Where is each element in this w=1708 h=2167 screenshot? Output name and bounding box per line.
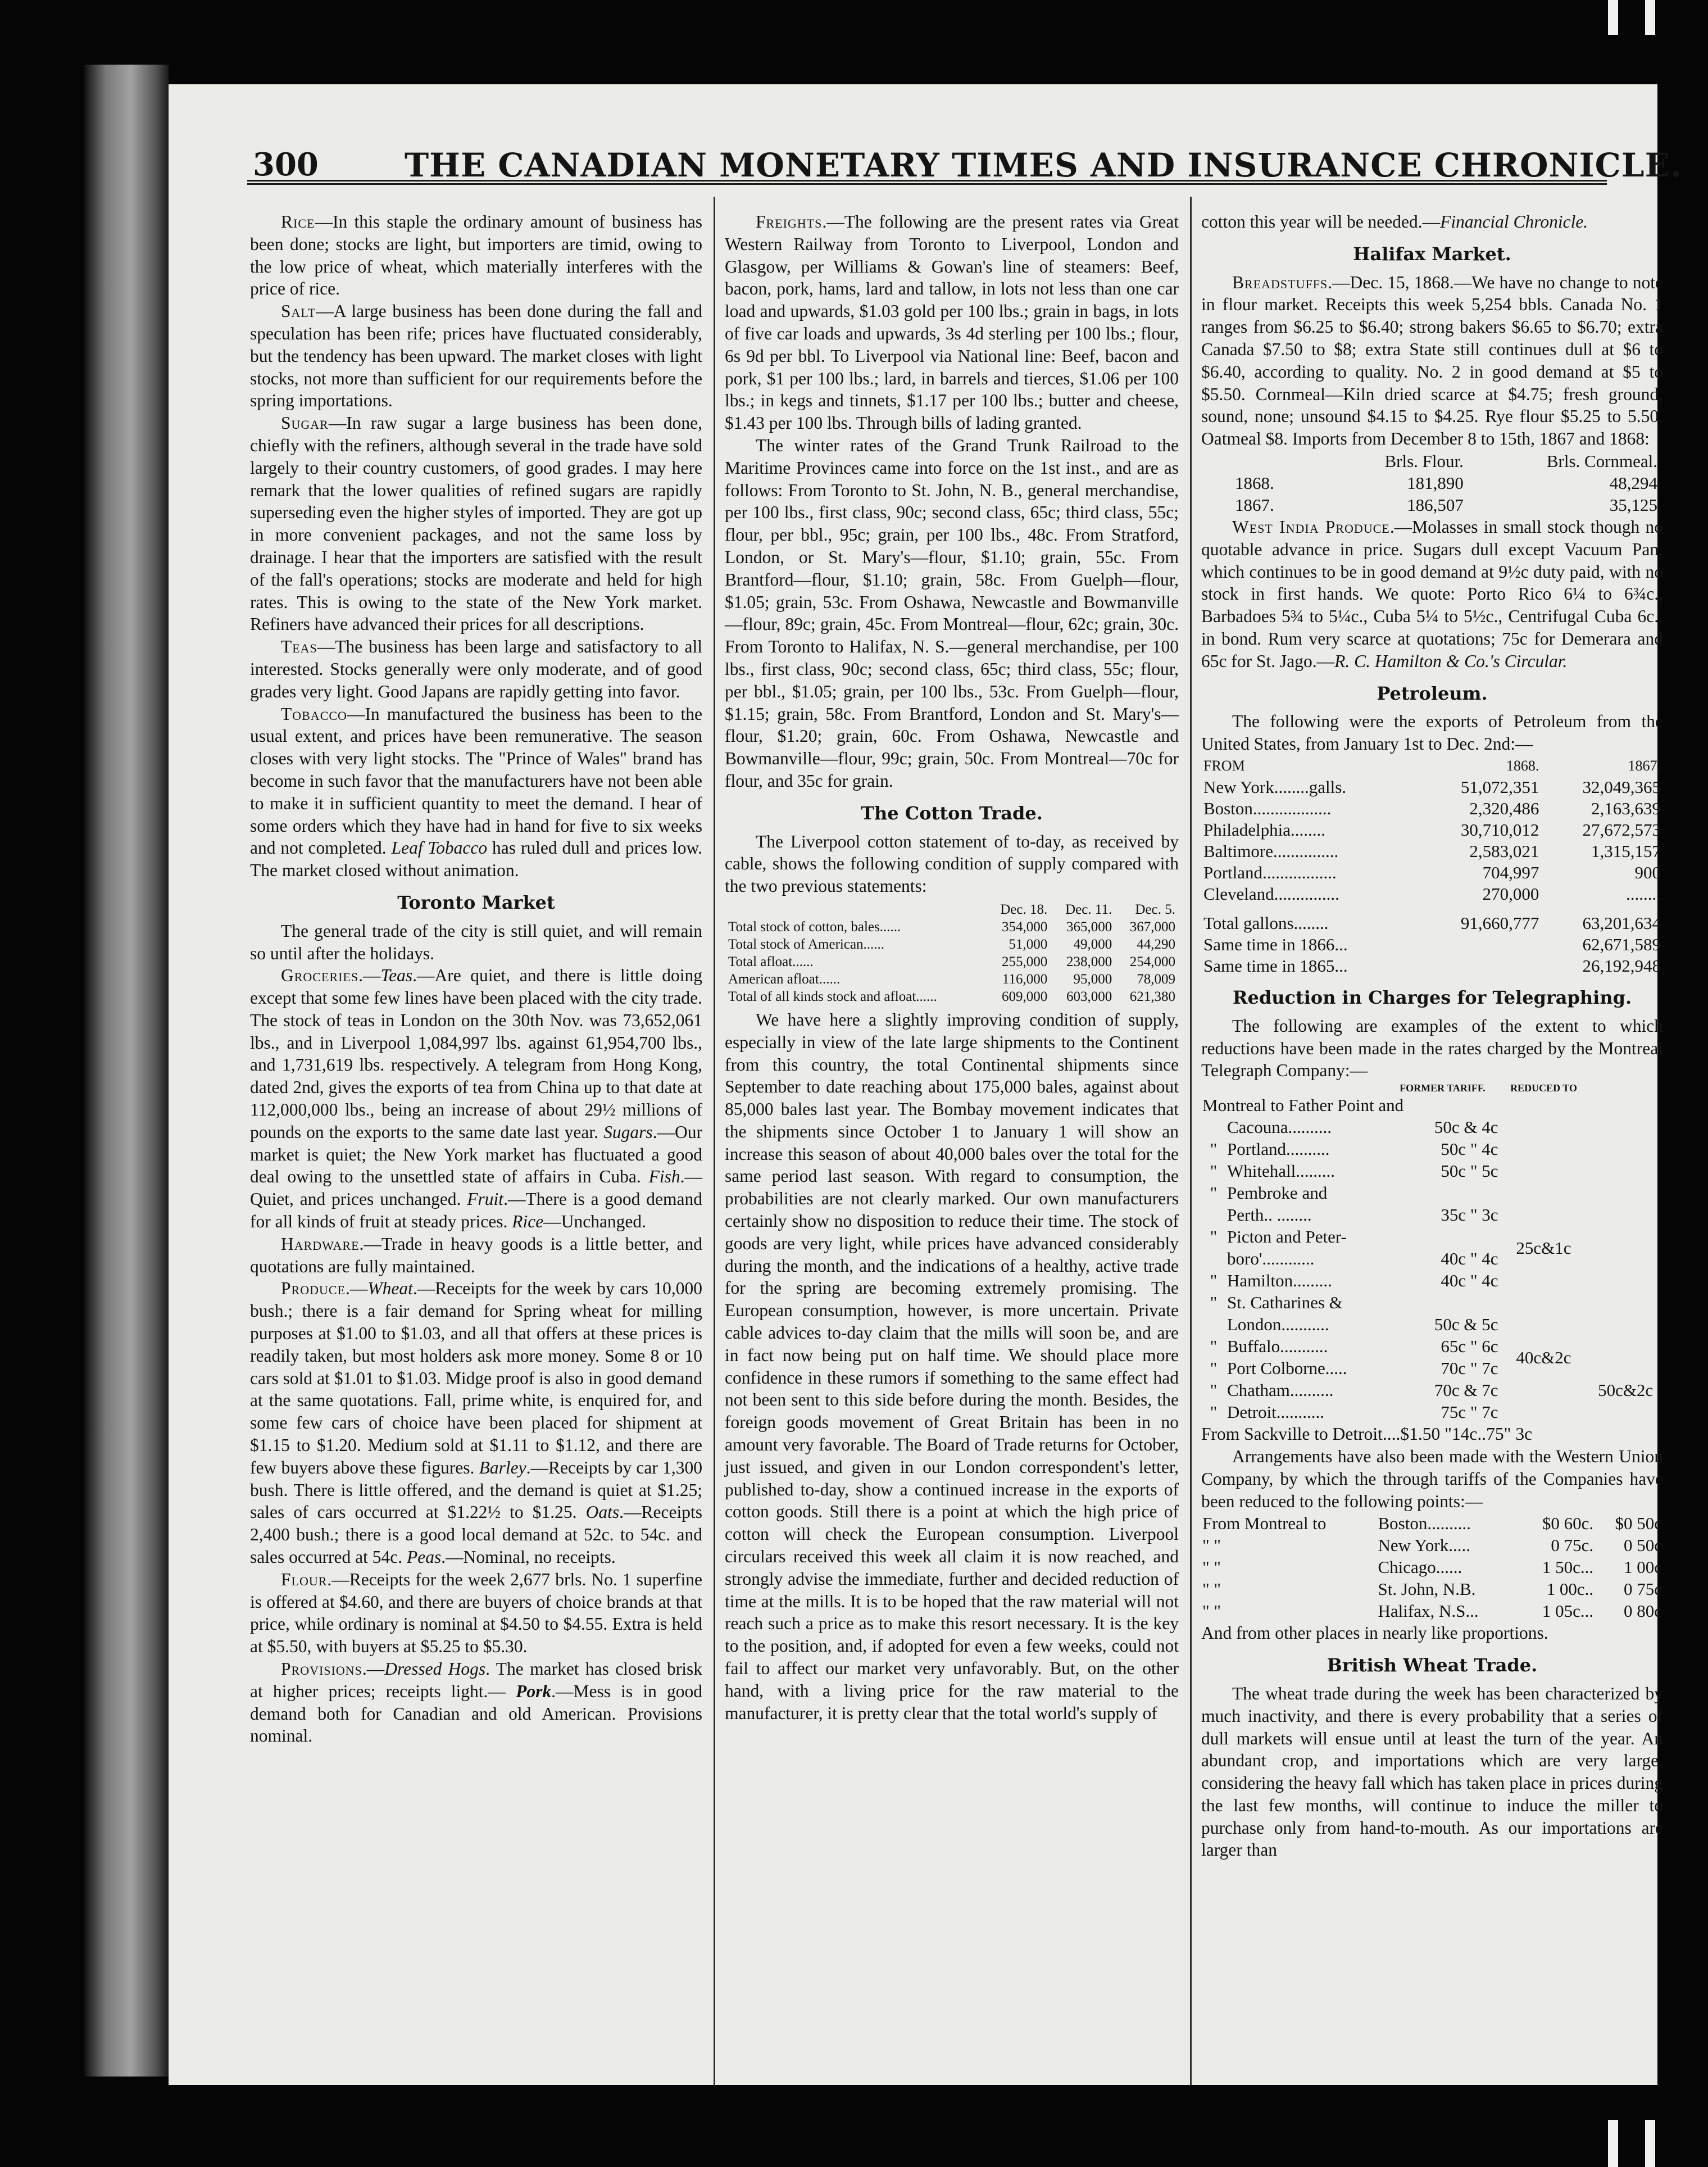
halifax-table-cell: 35,125 xyxy=(1609,495,1657,515)
cotton-table-cell: 365,000 xyxy=(1066,919,1112,935)
rate-old: 0 75c. xyxy=(1551,1535,1594,1556)
telegraph-place: Cacouna.......... xyxy=(1227,1117,1332,1137)
paragraph-groceries: Groceries.—Teas.—Are quiet, and there is little doing except that some few lines have been placed with the city trade. The stock of teas in London on the 30th Nov. was 73,652,061 lbs., and in Liverpool 1,084,997 lbs. against 61,954,700 lbs., and 1,731,619 lbs. respectively. A telegram from Hong Kong, dated 2nd, gives the exports of tea from China up to that date at 112,000,000 lbs., being an increase of about 29½ millions of pounds on the exports to the same date last year. Sugars.—Our market is quiet; the New York market has fluctuated a good deal owing to the unsettled state of affairs in Cuba. Fish.—Quiet, and prices unchanged. Fruit.—There is a good demand for all kinds of fruit at steady prices. Rice—Unchanged. xyxy=(250,965,703,1232)
halifax-table-cell: 48,294 xyxy=(1609,473,1657,493)
through-rate-row xyxy=(1201,1534,1663,1556)
cotton-table-cell: 238,000 xyxy=(1066,954,1112,969)
provisions-pork-text: —Mess is in good demand both for Canadian and old American. Provisions nominal. xyxy=(250,1681,702,1746)
telegraph-place: St. Catharines & xyxy=(1227,1293,1343,1313)
ditto-mark: " xyxy=(1210,1271,1218,1291)
telegraph-row xyxy=(1201,1335,1663,1357)
petroleum-table-col-header: 1867. xyxy=(1628,757,1661,774)
cotton-table-cell: 51,000 xyxy=(1009,936,1048,952)
telegraph-row xyxy=(1201,1226,1663,1248)
through-rate-row xyxy=(1201,1512,1663,1534)
telegraph-former-rate xyxy=(1386,1291,1499,1313)
sugar-text: —In raw sugar a large business has been done, chiefly with the refiners, although several in the trade have sold largely to their country customers, of good grades. I may here remark that the lower qualities of refined sugars are rapidly superseding even the higher styles of imported. They are got up in more convenient packages, and not the same loss by drainage. I hear that the importers are satisfied with the result of the fall's operations; stocks are moderate and held for high rates. This is owing to the state of the New York market. Refiners have advanced their prices for all descriptions. xyxy=(250,413,702,634)
pork-label: Pork xyxy=(516,1681,552,1701)
cotton-table-cell: 49,000 xyxy=(1073,936,1112,952)
cotton-table-cell: Total stock of American...... xyxy=(728,936,885,952)
telegraph-former-rate: 70c " 7c xyxy=(1441,1358,1498,1379)
telegraph-place: Buffalo........... xyxy=(1227,1336,1328,1357)
petroleum-table-cell: 27,672,573 xyxy=(1582,819,1661,840)
telegraph-former-rate xyxy=(1386,1182,1499,1204)
produce-lead: Produce xyxy=(281,1279,346,1299)
rate-from: From Montreal to xyxy=(1202,1513,1327,1534)
petroleum-table-cell: Same time in 1865... xyxy=(1203,955,1348,976)
ditto-mark: " xyxy=(1210,1183,1218,1203)
through-rates-table xyxy=(1201,1512,1663,1622)
halifax-table-cell: 1867. xyxy=(1235,495,1274,515)
through-rate-row xyxy=(1201,1578,1663,1600)
west-india-text: —Molasses in small stock though no quotable advance in price. Sugars dull except Vacuum Pan, which continues to be in good demand at 9½c duty paid, with no stock in first hands. We quote: Porto Rico 6¼ to 6¾c., Barbadoes 5¾ to 5¼c., Cuba 5¼ to 5½c., Centrifugal Cuba 6c., in bond. Rum very scarce at quotations; 75c for Demerara and 65c for St. Jago.— xyxy=(1201,516,1663,671)
telegraph-row xyxy=(1201,1313,1663,1335)
petroleum-table-row xyxy=(1201,819,1663,841)
film-mark xyxy=(1645,2120,1655,2167)
telegraph-former-rate: 40c " 4c xyxy=(1441,1271,1498,1291)
cotton-table-cell: 116,000 xyxy=(1002,971,1048,987)
through-rate-row xyxy=(1201,1600,1663,1622)
paragraph-produce: Produce.—Wheat.—Receipts for the week by cars 10,000 bush.; there is a fair demand for Spring wheat for milling purposes at $1.00 to $1.03, and all that offers at these prices is readily taken, but most holders ask more money. Some 8 or 10 cars sold at $1.01 to $1.03. Midge proof is also in good demand at the same quotations. Fall, prime white, is enquired for, and some few cars of choice have been placed for shipment at $1.15 to $1.20. Medium sold at $1.11 to $1.12, and there are few buyers above these figures. Barley.—Receipts by car 1,300 bush. There is little offered, and the demand is quiet at $1.25; sales of cars occurred at $1.22½ to $1.25. Oats.—Receipts 2,400 bush.; there is a good local demand at 52c. to 54c. and sales occurred at 54c. Peas.—Nominal, no receipts. xyxy=(250,1279,703,1567)
petroleum-table-cell: Portland................. xyxy=(1203,862,1337,882)
flour-lead: Flour xyxy=(281,1569,328,1589)
fish-label: Fish xyxy=(648,1167,680,1187)
rate-from: " " xyxy=(1202,1579,1221,1599)
produce-barley-text: —Receipts by car 1,300 bush. There is little offered, and the demand is quiet at $1.25; sales of cars occurred at $1.22½ to $1.25. xyxy=(250,1457,702,1522)
rate-destination: St. John, N.B. xyxy=(1378,1579,1476,1599)
salt-text: —A large business has been done during the fall and speculation has been rife; prices have fluctuated considerably, but the tendency has been upward. The market closes with light stocks, not more than sufficient for our requirements before the spring importations. xyxy=(250,301,702,411)
groceries-text: —Are quiet, and there is little doing except that some few lines have been placed with the city trade. The stock of teas in London on the 30th Nov. was 73,652,061 lbs., and in Liverpool 1,084,997 lbs. against 61,954,700 lbs., and 1,731,619 lbs. respectively. A telegram from Hong Kong, dated 2nd, gives the exports of tea from China up to that date at 112,000,000 lbs., being an increase of about 29½ millions of pounds on the exports to the same date last year. xyxy=(250,965,702,1142)
page-header xyxy=(169,146,1682,208)
telegraph-former-rate: 50c " 4c xyxy=(1441,1139,1498,1159)
cotton-table-cell: 255,000 xyxy=(1001,954,1048,969)
cotton-table-cell: American afloat...... xyxy=(728,971,841,987)
cotton-table-cell: 621,380 xyxy=(1129,989,1175,1004)
cotton-table-cell: Total afloat...... xyxy=(728,954,814,969)
rate-old: $0 60c. xyxy=(1542,1513,1594,1534)
halifax-table-body xyxy=(1201,472,1663,516)
former-tariff-header: FORMER TARIFF. xyxy=(1400,1082,1486,1094)
cotton-statement-table xyxy=(725,901,1179,1005)
cotton-table-header xyxy=(725,901,1179,918)
paragraph-wheat-trade: The wheat trade during the week has been characterized by much inactivity, and there is every probability that a series of dull markets will ensue until at least the turn of the year. An abundant crop, and importations which are very large, considering the heavy fall which has taken place in prices during the last few months, will continue to induce the miller to purchase only from hand-to-mouth. As our importations are larger than xyxy=(1201,1683,1663,1860)
groceries-rice-text: —Unchanged. xyxy=(543,1212,647,1232)
ditto-mark xyxy=(1201,1116,1226,1138)
halifax-table-header xyxy=(1201,450,1663,472)
telegraph-place: Detroit........... xyxy=(1227,1402,1325,1422)
halifax-table-cell: 181,890 xyxy=(1407,473,1464,493)
cotton-table-cell: 78,009 xyxy=(1137,971,1175,987)
rate-new: 0 80c xyxy=(1623,1601,1662,1621)
halifax-table-col-header: Brls. Flour. xyxy=(1384,451,1464,471)
paragraph-hardware: Hardware.—Trade in heavy goods is a little better, and quotations are fully maintained. xyxy=(250,1234,702,1276)
telegraph-former-rate: 50c & 5c xyxy=(1434,1314,1498,1335)
telegraph-former-rate: 75c " 7c xyxy=(1441,1402,1498,1422)
peas-label: Peas xyxy=(407,1547,442,1567)
petroleum-table-row xyxy=(1201,798,1663,819)
paragraph-breadstuffs: Breadstuffs.—Dec. 15, 1868.—We have no change to note in flour market. Receipts this week 5,254 bbls. Canada No. 1 ranges from $6.25 to $6.40; strong bakers $6.65 to $6.70; extra Canada $7.50 to $8; extra State still continues dull at $6 to $6.40, according to quality. No. 2 in good demand at $5 to $5.50. Cornmeal—Kiln dried scarce at $4.75; fresh ground, sound, none; unsound $4.15 to $4.25. Rye flour $5.25 to 5.50. Oatmeal $8. Imports from December 8 to 15th, 1867 and 1868: xyxy=(1201,272,1663,449)
petroleum-table-cell: 91,660,777 xyxy=(1460,913,1539,933)
cotton-table-row xyxy=(725,971,1179,988)
cotton-table-row xyxy=(725,988,1179,1005)
petroleum-same-1865-row xyxy=(1201,955,1663,977)
telegraph-place: Perth.. ........ xyxy=(1227,1205,1312,1225)
cotton-table-col-header xyxy=(725,901,985,918)
fruit-label: Fruit xyxy=(467,1189,504,1209)
rate-destination: Boston.......... xyxy=(1378,1513,1471,1534)
paragraph-provisions: Provisions.—Dressed Hogs. The market has closed brisk at higher prices; receipts light.— Pork.—Mess is in good demand both for Canadian and old American. Provisions nominal. xyxy=(250,1659,702,1746)
rate-old: 1 00c.. xyxy=(1546,1579,1594,1599)
petroleum-table-cell xyxy=(1420,955,1542,977)
heading-halifax-market: Halifax Market. xyxy=(1353,243,1511,265)
rate-new: 0 75c xyxy=(1623,1579,1662,1599)
cotton-table-cell: 354,000 xyxy=(1001,919,1048,935)
telegraph-reduced-rate: 25c&1c xyxy=(1516,1237,1571,1258)
ditto-mark: " xyxy=(1210,1380,1218,1400)
petroleum-table-cell xyxy=(1420,934,1542,955)
petroleum-table-cell: New York........galls. xyxy=(1203,777,1347,797)
rate-new: 0 50c xyxy=(1623,1535,1662,1556)
tobacco-text-end: has ruled dull and prices low. The market closed without animation. xyxy=(250,838,703,881)
rice-lead: Rice xyxy=(281,212,315,232)
provisions-lead: Provisions xyxy=(281,1659,362,1679)
telegraph-former-rate: 35c " 3c xyxy=(1441,1205,1498,1225)
tobacco-lead: Tobacco xyxy=(281,704,347,724)
page-number: 300 xyxy=(253,146,319,183)
telegraph-from-label: Montreal to Father Point and xyxy=(1202,1095,1404,1116)
telegraph-row xyxy=(1201,1248,1663,1270)
telegraph-former-rate: 70c & 7c xyxy=(1434,1380,1498,1400)
hardware-text: —Trade in heavy goods is a little better, and quotations are fully maintained. xyxy=(250,1234,702,1276)
petroleum-table-row xyxy=(1201,883,1663,905)
paragraph-freights: Freights.—The following are the present rates via Great Western Railway from Toronto to Liverpool, London and Glasgow, per Williams & Gowan's line of steamers: Beef, bacon, pork, hams, lard and tallow, in lots not less than one car load and upwards, $1.03 gold per 100 lbs.; grain in bags, in lots of five car loads and upwards, 3s 4d sterling per 100 lbs.; flour, 6s 9d per bbl. To Liverpool via National line: Beef, bacon and pork, $1 per 100 lbs.; lard, in barrels and tierces, $1.06 per 100 lbs.; in kegs and tinnets, $1.17 per 100 lbs.; butter and cheese, $1.43 per 100 lbs. Through bills of lading granted. xyxy=(725,212,1179,433)
telegraph-row xyxy=(1201,1182,1663,1204)
cotton-table-col-header: Dec. 18. xyxy=(1000,901,1048,917)
petroleum-table-cell: 63,201,634 xyxy=(1582,913,1661,933)
halifax-table-col-header: Brls. Cornmeal. xyxy=(1546,451,1657,471)
dressed-hogs-label: Dressed Hogs xyxy=(384,1659,486,1679)
petroleum-table-col-header: FROM xyxy=(1203,757,1245,774)
newspaper-page xyxy=(169,84,1682,2085)
halifax-table-row xyxy=(1201,494,1663,516)
ditto-mark: " xyxy=(1210,1161,1218,1181)
telegraph-reduced-rate: 40c&2c xyxy=(1516,1347,1571,1367)
column-divider xyxy=(1190,197,1192,2085)
petroleum-table-cell: ........ xyxy=(1626,883,1661,904)
telegraph-row xyxy=(1201,1116,1663,1138)
ditto-mark xyxy=(1201,1204,1226,1226)
petroleum-table-cell: Baltimore............... xyxy=(1203,841,1339,861)
ditto-mark: " xyxy=(1210,1402,1218,1422)
telegraph-former-rate: 50c & 4c xyxy=(1434,1117,1498,1137)
petroleum-table-col-header: 1868. xyxy=(1506,757,1539,774)
paragraph-sugar xyxy=(250,412,702,636)
breadstuffs-text: —Dec. 15, 1868.—We have no change to note in flour market. Receipts this week 5,254 bbls. Canada No. 1 ranges from $6.25 to $6.40; strong bakers $6.65 to $6.70; extra Canada $7.50 to $8; extra State still continues dull at $6 to $6.40, according to quality. No. 2 in good demand at $5 to $5.50. Cornmeal—Kiln dried scarce at $4.75; fresh ground, sound, none; unsound $4.15 to $4.25. Rye flour $5.25 to 5.50. Oatmeal $8. Imports from December 8 to 15th, 1867 and 1868: xyxy=(1201,272,1663,449)
cotton-table-body xyxy=(725,918,1179,1005)
telegraph-place: Chatham.......... xyxy=(1227,1380,1334,1400)
rate-from: " " xyxy=(1202,1557,1221,1577)
petroleum-table-cell: 2,320,486 xyxy=(1469,798,1539,818)
paragraph-tobacco xyxy=(250,703,702,882)
petroleum-table-cell: Total gallons........ xyxy=(1203,913,1329,933)
cotton-table-cell: 609,000 xyxy=(1001,989,1048,1004)
rate-old: 1 50c... xyxy=(1542,1557,1594,1577)
telegraph-former-rate xyxy=(1386,1226,1499,1248)
petroleum-table-cell: Cleveland............... xyxy=(1203,883,1339,904)
cotton-table-col-header: Dec. 11. xyxy=(1065,901,1112,917)
petroleum-table-cell: Philadelphia........ xyxy=(1203,819,1325,840)
telegraph-table-header xyxy=(1201,1082,1663,1094)
film-mark xyxy=(1645,0,1655,35)
book-spine xyxy=(84,65,169,2077)
rates-closing-line: And from other places in nearly like proportions. xyxy=(1201,1623,1548,1643)
petroleum-table-cell: 26,192,948 xyxy=(1582,955,1661,976)
barley-label: Barley xyxy=(479,1457,526,1477)
telegraph-row xyxy=(1201,1160,1663,1182)
rice-text: —In this staple the ordinary amount of business has been done; stocks are light, but importers are timid, owing to the low price of wheat, which materially interferes with the price of rice. xyxy=(250,212,702,299)
petroleum-table-cell: 51,072,351 xyxy=(1460,777,1539,797)
provisions-text: The market has closed brisk at higher prices; receipts light.— xyxy=(250,1659,702,1701)
telegraph-place: Pembroke and xyxy=(1227,1183,1328,1203)
petroleum-table-cell: 30,710,012 xyxy=(1460,819,1539,840)
cotton-table-row xyxy=(725,953,1179,971)
paragraph-telegraph-intro: The following are examples of the extent to which reductions have been made in the rates charged by the Montreal Telegraph Company:— xyxy=(1201,1016,1663,1081)
petroleum-table-cell: 2,583,021 xyxy=(1469,841,1539,861)
petroleum-table-cell: Same time in 1866... xyxy=(1203,934,1348,954)
teas-label: Teas xyxy=(380,965,413,986)
paragraph-toronto-intro: The general trade of the city is still quiet, and will remain so until after the holidays. xyxy=(250,921,702,963)
freights-text: —The following are the present rates via Great Western Railway from Toronto to Liverpool, London and Glasgow, per Williams & Gowan's line of steamers: Beef, bacon, pork, hams, lard and tallow, in lots not less than one car load and upwards, $1.03 gold per 100 lbs.; grain in bags, in lots of five car loads and upwards, 3s 4d sterling per 100 lbs.; flour, 6s 9d per bbl. To Liverpool via National line: Beef, bacon and pork, $1 per 100 lbs.; lard, in barrels and tierces, $1.06 per 100 lbs.; in kegs and tinnets, $1.17 per 100 lbs.; butter and cheese, $1.43 per 100 lbs. Through bills of lading granted. xyxy=(725,212,1179,433)
telegraph-tariff-table xyxy=(1201,1082,1663,1423)
telegraph-reduced-rate: 50c&2c xyxy=(1598,1380,1654,1400)
petroleum-table-cell: 1,315,157 xyxy=(1591,841,1661,861)
column-middle xyxy=(725,211,1179,2065)
leaf-tobacco-label: Leaf Tobacco xyxy=(391,838,488,858)
petroleum-table-cell: 62,671,589 xyxy=(1582,934,1661,954)
rate-from: " " xyxy=(1202,1601,1221,1621)
cotton-continued-text: cotton this year will be needed.— xyxy=(1201,212,1441,232)
header-rule xyxy=(247,180,1607,185)
ditto-mark: " xyxy=(1210,1227,1218,1247)
rate-new: 1 00c xyxy=(1623,1557,1662,1577)
cotton-table-cell: Total stock of cotton, bales...... xyxy=(728,919,901,935)
halifax-table-cell: 186,507 xyxy=(1407,495,1464,515)
ditto-mark: " xyxy=(1210,1293,1218,1313)
ditto-mark xyxy=(1201,1248,1226,1270)
telegraph-row xyxy=(1201,1270,1663,1291)
telegraph-place: Port Colborne..... xyxy=(1227,1358,1347,1379)
heading-telegraph-reduction: Reduction in Charges for Telegraphing. xyxy=(1232,986,1632,1008)
petroleum-table-cell: 270,000 xyxy=(1482,883,1539,904)
petroleum-table-cell: 704,997 xyxy=(1482,862,1539,882)
cotton-table-cell: 367,000 xyxy=(1129,919,1175,935)
produce-wheat-text: —Receipts for the week by cars 10,000 bush.; there is a fair demand for Spring wheat for milling purposes at $1.00 to $1.03, and all that offers at these prices is readily taken, but most holders ask more money. Some 8 or 10 cars sold at $1.01 to $1.03. Midge proof is also in good demand at the same quotations. Fall, prime white, is enquired for, and some few cars of choice have been placed for shipment at $1.15 to $1.20. Medium sold at $1.11 to $1.12, and there are few buyers above these figures. xyxy=(250,1279,702,1477)
west-india-source: R. C. Hamilton & Co.'s Circular. xyxy=(1334,651,1568,671)
petroleum-table-row xyxy=(1201,841,1663,862)
tobacco-text: —In manufactured the business has been to the usual extent, and prices have been remunerative. The season closes with very light stocks. The "Prince of Wales" brand has become in such favor that the manufacturers have not been able to make it in sufficient quantity to meet the demand. I hear of some orders which they have had in hand for five to six weeks and not completed. xyxy=(250,704,702,858)
through-rates-body xyxy=(1201,1512,1663,1622)
paragraph-salt xyxy=(250,300,702,412)
paragraph-cotton-continued xyxy=(1201,211,1663,233)
paragraph-teas xyxy=(250,636,702,702)
cotton-table-cell: 95,000 xyxy=(1073,971,1112,987)
petroleum-exports-table xyxy=(1201,755,1663,977)
cotton-table-cell: 254,000 xyxy=(1129,954,1175,969)
telegraph-from-row xyxy=(1201,1094,1663,1116)
telegraph-place: Whitehall......... xyxy=(1227,1161,1335,1181)
column-right xyxy=(1201,211,1663,2065)
ditto-mark: " xyxy=(1210,1139,1218,1159)
heading-petroleum: Petroleum. xyxy=(1377,682,1488,704)
cotton-table-row xyxy=(725,936,1179,953)
heading-cotton-trade: The Cotton Trade. xyxy=(861,802,1043,824)
film-mark xyxy=(1608,0,1618,35)
cotton-table-cell: Total of all kinds stock and afloat...... xyxy=(728,989,937,1004)
paragraph-cotton-analysis: We have here a slightly improving condition of supply, especially in view of the late large shipments to the Continent from this country, the total Continental shipments since September to date reaching about 175,000 bales, against about 85,000 bales last year. The Bombay movement indicates that the shipments since October 1 to January 1 will show an increase this season of about 40,000 bales over the total for the same period last season. With regard to consumption, the probabilities are not clearly marked. Our own manufacturers certainly show no disposition to reduce their time. The stock of goods are very light, while prices have advanced considerably during the month, and the indications of a healthy, active trade for the spring are becoming extremely promising. The European consumption, however, is more uncertain. Private cable advices to-day claim that the mills will soon be, and are in fact now being put on half time. We should place more confidence in these rumors if something to the same effect had not been sent to this side before during the month. Besides, the foreign goods movement of Great Britain has been in no amount very favorable. The Board of Trade returns for October, just issued, and given in our London correspondent's letter, published to-day, show a continued increase in the exports of cotton goods. Still there is a point at which the high price of cotton will check the European consumption. Liverpool circulars received this week all claim it is now reached, and strongly advise the immediate, further and decided reduction of time at the mills. It is to be hoped that the raw material will not reach such a price as to make this resort necessary. It is the key to the position, and, if adopted for even a few weeks, could not fail to affect our market very unfavorably. But, on the other hand, with a living price for the raw material to the manufacturer, it is pretty clear that the total world's supply of xyxy=(725,1009,1179,1723)
telegraph-place: Hamilton......... xyxy=(1227,1271,1332,1291)
breadstuffs-lead: Breadstuffs xyxy=(1232,272,1328,292)
produce-peas-text: —Nominal, no receipts. xyxy=(446,1547,616,1567)
salt-lead: Salt xyxy=(281,301,316,321)
telegraph-table-body xyxy=(1201,1094,1663,1423)
telegraph-place: boro'............ xyxy=(1227,1249,1315,1269)
petroleum-table-cell: Boston.................. xyxy=(1203,798,1332,818)
ditto-mark xyxy=(1201,1313,1226,1335)
publication-title: THE CANADIAN MONETARY TIMES AND INSURANCE CHRONICLE. xyxy=(405,146,1682,184)
petroleum-same-1866-row xyxy=(1201,934,1663,955)
telegraph-place: Picton and Peter- xyxy=(1227,1227,1347,1247)
petroleum-table-cell: 900 xyxy=(1634,862,1661,882)
column-divider xyxy=(714,197,715,2085)
halifax-table-row xyxy=(1201,472,1663,494)
oats-label: Oats xyxy=(585,1502,620,1522)
paragraph-west-india: West India Produce.—Molasses in small stock though no quotable advance in price. Sugars dull except Vacuum Pan, which continues to be in good demand at 9½c duty paid, with no stock in first hands. We quote: Porto Rico 6¼ to 6¾c., Barbadoes 5¾ to 5¼c., Cuba 5¼ to 5½c., Centrifugal Cuba 6c., in bond. Rum very scarce at quotations; 75c for Demerara and 65c for St. Jago.—R. C. Hamilton & Co.'s Circular. xyxy=(1201,516,1663,671)
column-left xyxy=(250,211,702,2065)
cotton-table-row xyxy=(725,918,1179,936)
telegraph-former-rate: 40c " 4c xyxy=(1441,1249,1498,1269)
heading-british-wheat-trade: British Wheat Trade. xyxy=(1327,1654,1538,1676)
film-mark xyxy=(1608,2120,1618,2167)
cotton-table-col-header: Dec. 5. xyxy=(1135,901,1175,917)
paragraph-flour: Flour.—Receipts for the week 2,677 brls. No. 1 superfine is offered at $4.60, and there are buyers of choice brands at that price, while ordinary is nominal at $4.50 to $4.55. Extra is held at $5.50, with buyers at $5.25 to $5.30. xyxy=(250,1569,702,1657)
telegraph-former-rate: 65c " 6c xyxy=(1441,1336,1498,1357)
telegraph-former-rate: 50c " 5c xyxy=(1441,1161,1498,1181)
petroleum-table-cell: 32,049,365 xyxy=(1582,777,1661,797)
ditto-mark: " xyxy=(1210,1358,1218,1379)
paragraph-winter-rates: The winter rates of the Grand Trunk Railroad to the Maritime Provinces came into force on the 1st inst., and are as follows: From Toronto to St. John, N. B., general merchandise, per 100 lbs., first class, 90c; second class, 65c; third class, 55c; flour, per bbl., 95c; grain, per 100 lbs., 48c. From Stratford, London, or St. Mary's—flour, $1.10; grain, 55c. From Brantford—flour, $1.10; grain, 58c. From Guelph—flour, $1.05; grain, 53c. From Oshawa, Newcastle and Bowmanville—flour, 89c; grain, 45c. From Montreal—flour, 62c; grain, 30c. From Toronto to Halifax, N. S.—general merchandise, per 100 lbs., first class, 90c; second class, 65c; third class, 55c; flour, per bbl., $1.05; grain, per 100 lbs., 53c. From Guelph—flour, $1.15; grain, 58c. From Brantford, London and St. Mary's—flour, $1.20; grain, 60c. From Oshawa, Newcastle and Bowmanville—flour, 99c; grain, 50c. From Montreal—70c for flour, and 35c for grain. xyxy=(725,435,1179,791)
freights-lead: Freights xyxy=(756,212,823,232)
produce-oats-text: —Receipts 2,400 bush.; there is a good local demand at 52c. to 54c. and sales occurred at 54c. xyxy=(250,1502,703,1567)
rate-destination: Chicago...... xyxy=(1378,1557,1462,1577)
through-rate-row xyxy=(1201,1556,1663,1578)
telegraph-place: London........... xyxy=(1227,1314,1329,1335)
petroleum-total-row xyxy=(1201,905,1663,934)
cotton-table-cell: 603,000 xyxy=(1066,989,1112,1004)
wheat-label: Wheat xyxy=(367,1279,413,1299)
petroleum-table-header xyxy=(1201,755,1663,777)
sugars-label: Sugars xyxy=(603,1122,653,1142)
groceries-fish-text: —Quiet, and prices unchanged. xyxy=(250,1167,702,1209)
cotton-table-cell: 44,290 xyxy=(1137,936,1175,952)
teas-text: —The business has been large and satisfactory to all interested. Stocks generally were only moderate, and of good grades very light. Good Japans are rapidly getting into favor. xyxy=(250,637,702,701)
west-india-lead: West India Produce xyxy=(1232,516,1390,537)
cotton-source: Financial Chronicle. xyxy=(1440,212,1588,232)
petroleum-table-body xyxy=(1201,777,1663,977)
telegraph-row xyxy=(1201,1291,1663,1313)
halifax-imports-table xyxy=(1201,450,1663,516)
rate-destination: New York..... xyxy=(1378,1535,1470,1556)
telegraph-row xyxy=(1201,1357,1663,1379)
heading-toronto-market: Toronto Market xyxy=(397,891,555,913)
telegraph-row xyxy=(1201,1138,1663,1160)
rate-destination: Halifax, N.S... xyxy=(1378,1601,1479,1621)
halifax-table-cell: 1868. xyxy=(1235,473,1274,493)
petroleum-table-cell: 2,163,639 xyxy=(1591,798,1661,818)
telegraph-row xyxy=(1201,1204,1663,1226)
ditto-mark: " xyxy=(1210,1336,1218,1357)
paragraph-petroleum-intro: The following were the exports of Petroleum from the United States, from January 1st to Dec. 2nd:— xyxy=(1201,711,1663,754)
groceries-sugars-text: —Our market is quiet; the New York market has fluctuated a good deal owing to the unsettled state of affairs in Cuba. xyxy=(250,1122,703,1187)
rate-new: $0 50c xyxy=(1615,1513,1662,1534)
reduced-to-header: REDUCED TO xyxy=(1510,1082,1577,1094)
rate-from: " " xyxy=(1202,1535,1221,1556)
groceries-lead: Groceries xyxy=(281,965,359,986)
petroleum-table-row xyxy=(1201,777,1663,798)
rate-old: 1 05c... xyxy=(1542,1601,1594,1621)
telegraph-place: Portland.......... xyxy=(1227,1139,1330,1159)
petroleum-table-row xyxy=(1201,862,1663,883)
halifax-table-col-header xyxy=(1201,450,1326,472)
sugar-lead: Sugar xyxy=(281,413,329,433)
paragraph-western-union: Arrangements have also been made with the Western Union Company, by which the through tariffs of the Companies have been reduced to the following points:— xyxy=(1201,1446,1663,1511)
groceries-fruit-text: —There is a good demand for all kinds of fruit at steady prices. xyxy=(250,1189,703,1232)
paragraph-cotton-intro: The Liverpool cotton statement of to-day, as received by cable, shows the following condition of supply compared with the two previous statements: xyxy=(725,831,1179,896)
teas-lead: Teas xyxy=(281,637,317,657)
rice-label: Rice xyxy=(512,1212,544,1232)
hardware-lead: Hardware xyxy=(281,1234,360,1254)
paragraph-rice xyxy=(250,211,702,300)
telegraph-sackville-line: From Sackville to Detroit....$1.50 "14c..75" 3c xyxy=(1201,1424,1533,1444)
flour-text: —Receipts for the week 2,677 brls. No. 1 superfine is offered at $4.60, and there are buyers of choice brands at that price, while ordinary is nominal at $4.50 to $4.55. Extra is held at $5.50, with buyers at $5.25 to $5.30. xyxy=(250,1569,702,1657)
